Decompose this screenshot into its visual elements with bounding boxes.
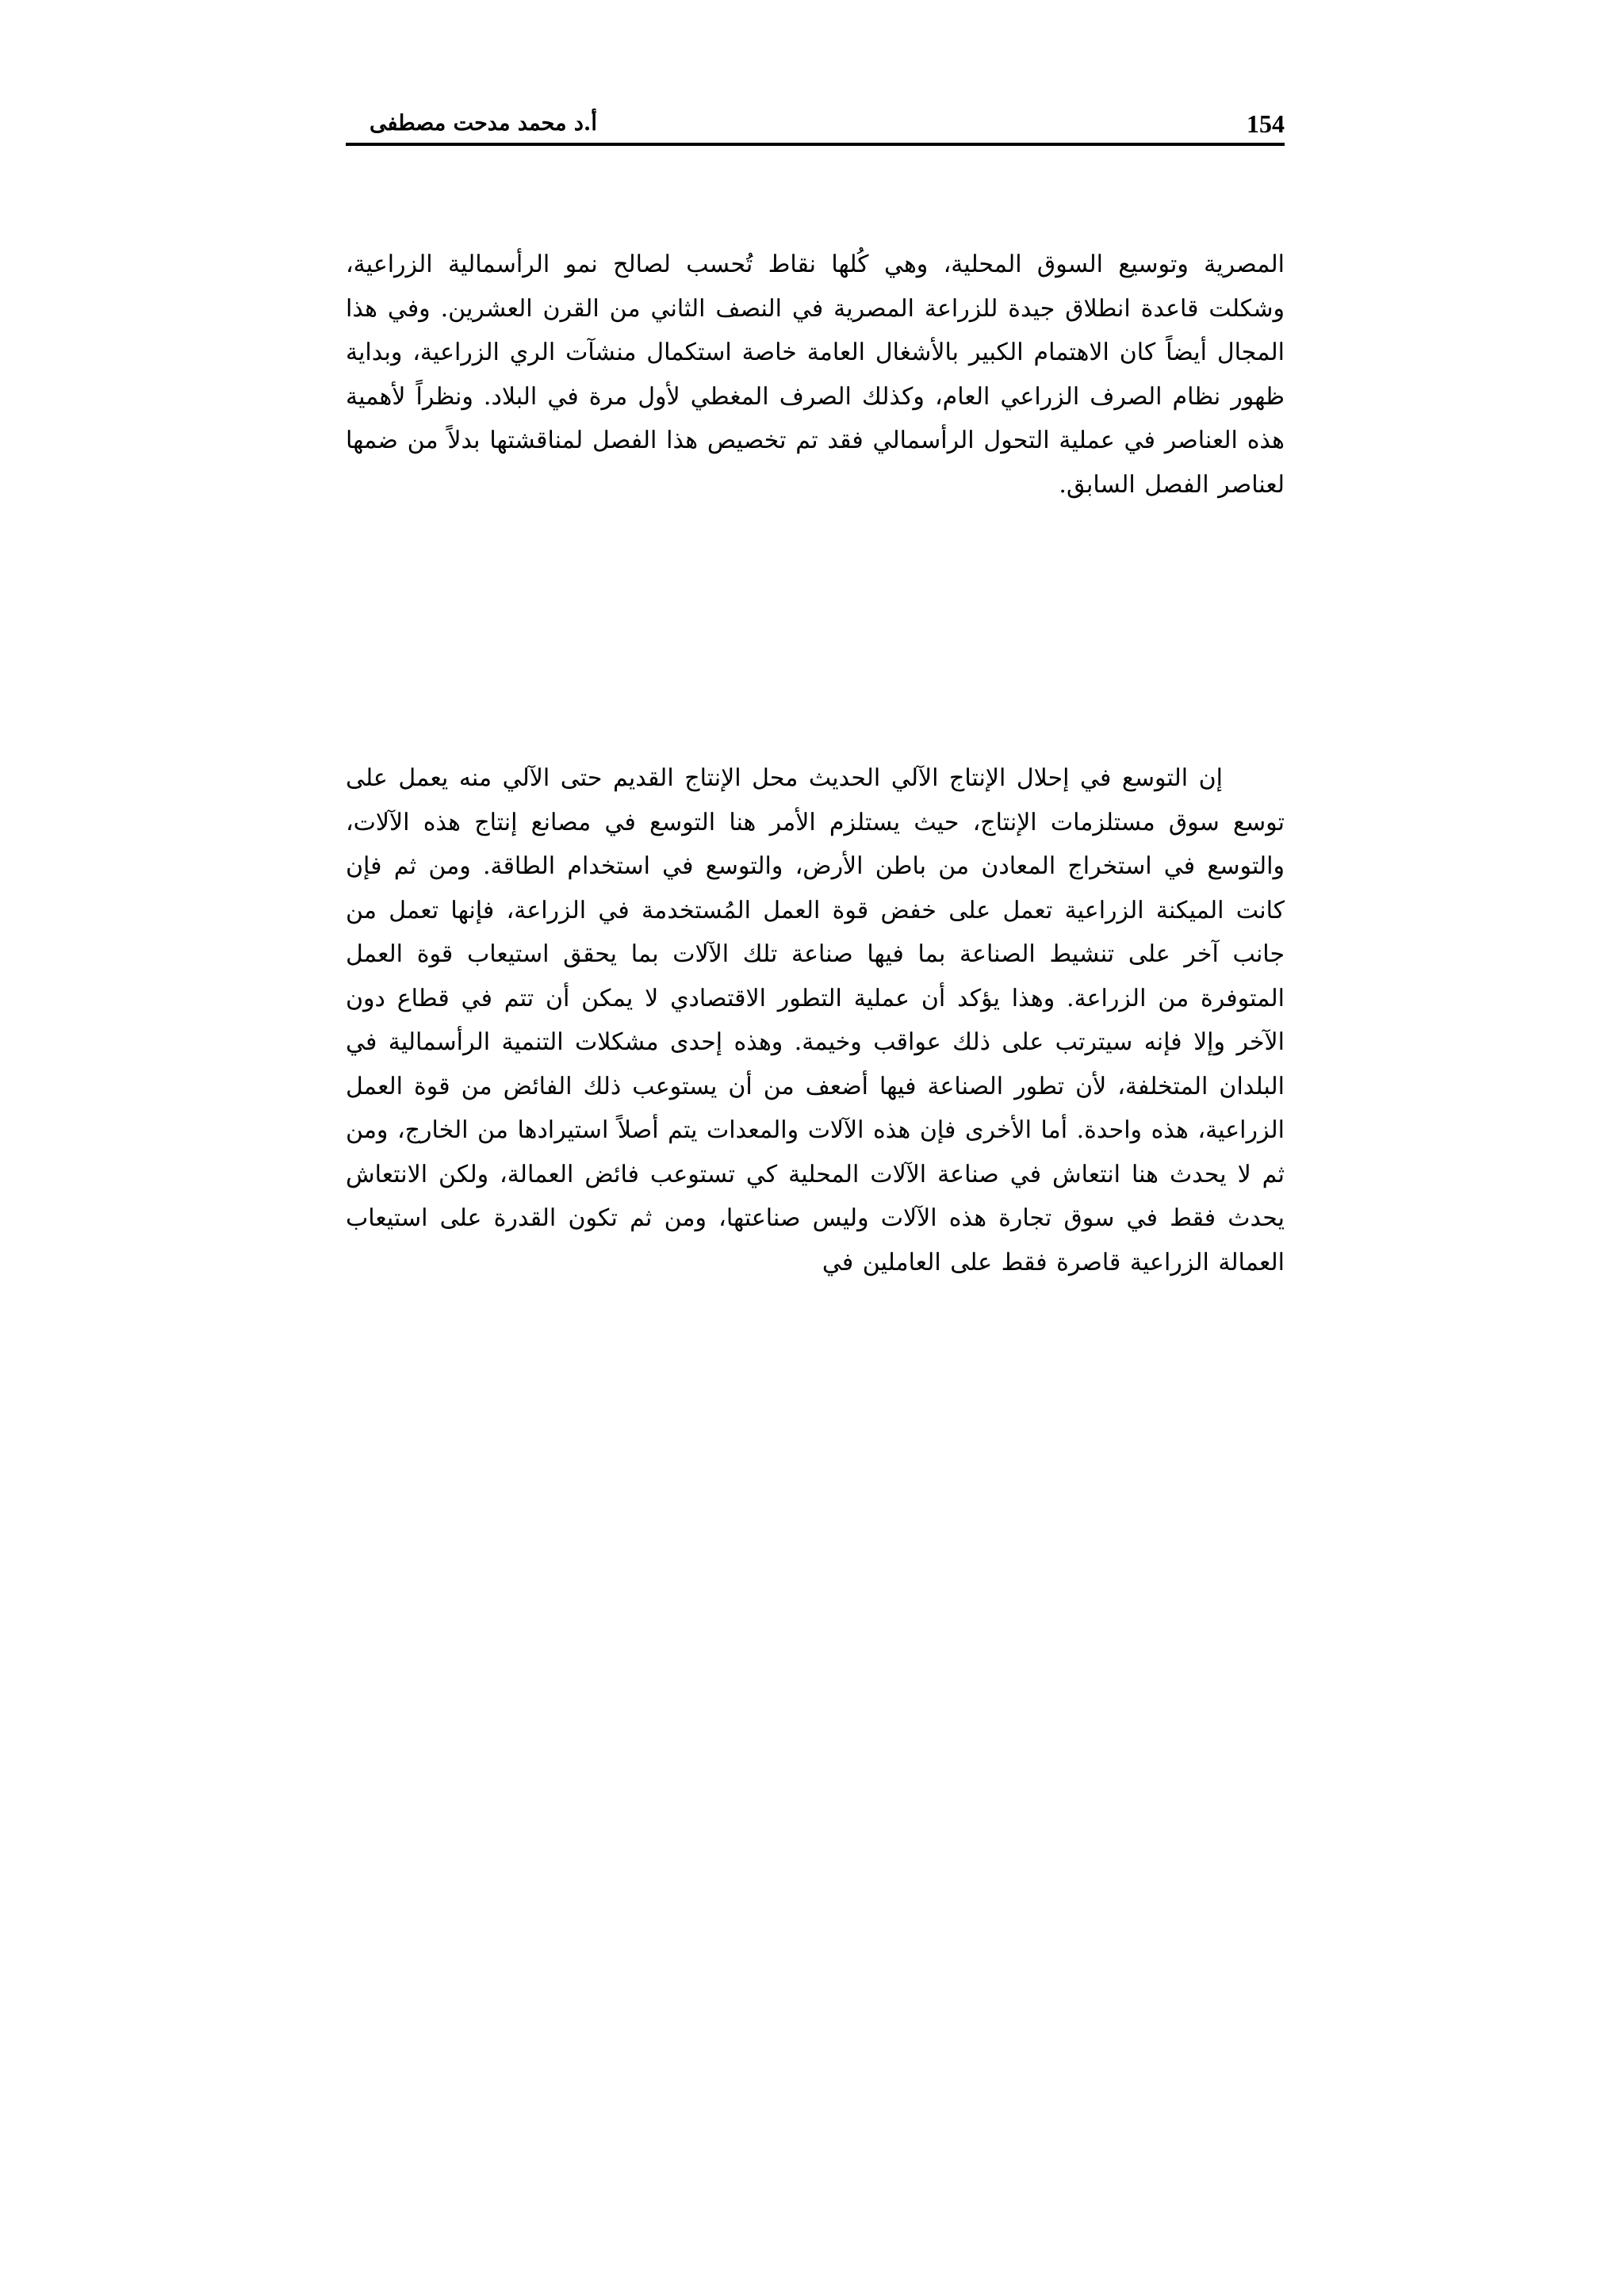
page-number: 154 — [1247, 109, 1285, 138]
body-paragraph-2: إن التوسع في إحلال الإنتاج الآلي الحديث محل الإنتاج القديم حتى الآلي منه يعمل على توسع سوق مستلزمات الإنتاج، حيث يستلزم الأمر هنا التوسع في مصانع إنتاج هذه الآلات، والتوسع في استخراج المعادن من باطن الأرض، والتوسع في استخدام الطاقة. ومن ثم فإن كانت الميكنة الزراعية تعمل على خفض قوة العمل المُستخدمة في الزراعة، فإنها تعمل من جانب آخر على تنشيط الصناعة بما فيها صناعة تلك الآلات بما يحقق استيعاب قوة العمل المتوفرة من الزراعة. وهذا يؤكد أن عملية التطور الاقتصادي لا يمكن أن تتم في قطاع دون الآخر وإلا فإنه سيترتب على ذلك عواقب وخيمة. وهذه إحدى مشكلات التنمية الرأسمالية في البلدان المتخلفة، لأن تطور الصناعة فيها أضعف من أن يستوعب ذلك الفائض من قوة العمل الزراعية، هذه واحدة. أما الأخرى فإن هذه الآلات والمعدات يتم أصلاً استيرادها من الخارج، ومن ثم لا يحدث هنا انتعاش في صناعة الآلات المحلية كي تستوعب فائض العمالة، ولكن الانتعاش يحدث فقط في سوق تجارة هذه الآلات وليس صناعتها، ومن ثم تكون القدرة على استيعاب العمالة الزراعية قاصرة فقط على العاملين في — [346, 764, 1285, 1276]
running-head-author: أ.د محمد مدحت مصطفى — [370, 111, 597, 136]
body-paragraph-1: المصرية وتوسيع السوق المحلية، وهي كُلها نقاط تُحسب لصالح نمو الرأسمالية الزراعية، وشكلت قاعدة انطلاق جيدة للزراعة المصرية في النصف الثاني من القرن العشرين. وفي هذا المجال أيضاً كان الاهتمام الكبير بالأشغال العامة خاصة استكمال منشآت الري الزراعية، وبداية ظهور نظام الصرف الزراعي العام، وكذلك الصرف المغطي لأول مرة في البلاد. ونظراً لأهمية هذه العناصر في عملية التحول الرأسمالي فقد تم تخصيص هذا الفصل لمناقشتها بدلاً من ضمها لعناصر الفصل السابق. — [346, 251, 1285, 499]
page-header — [346, 101, 1285, 146]
header-divider — [346, 143, 1285, 146]
